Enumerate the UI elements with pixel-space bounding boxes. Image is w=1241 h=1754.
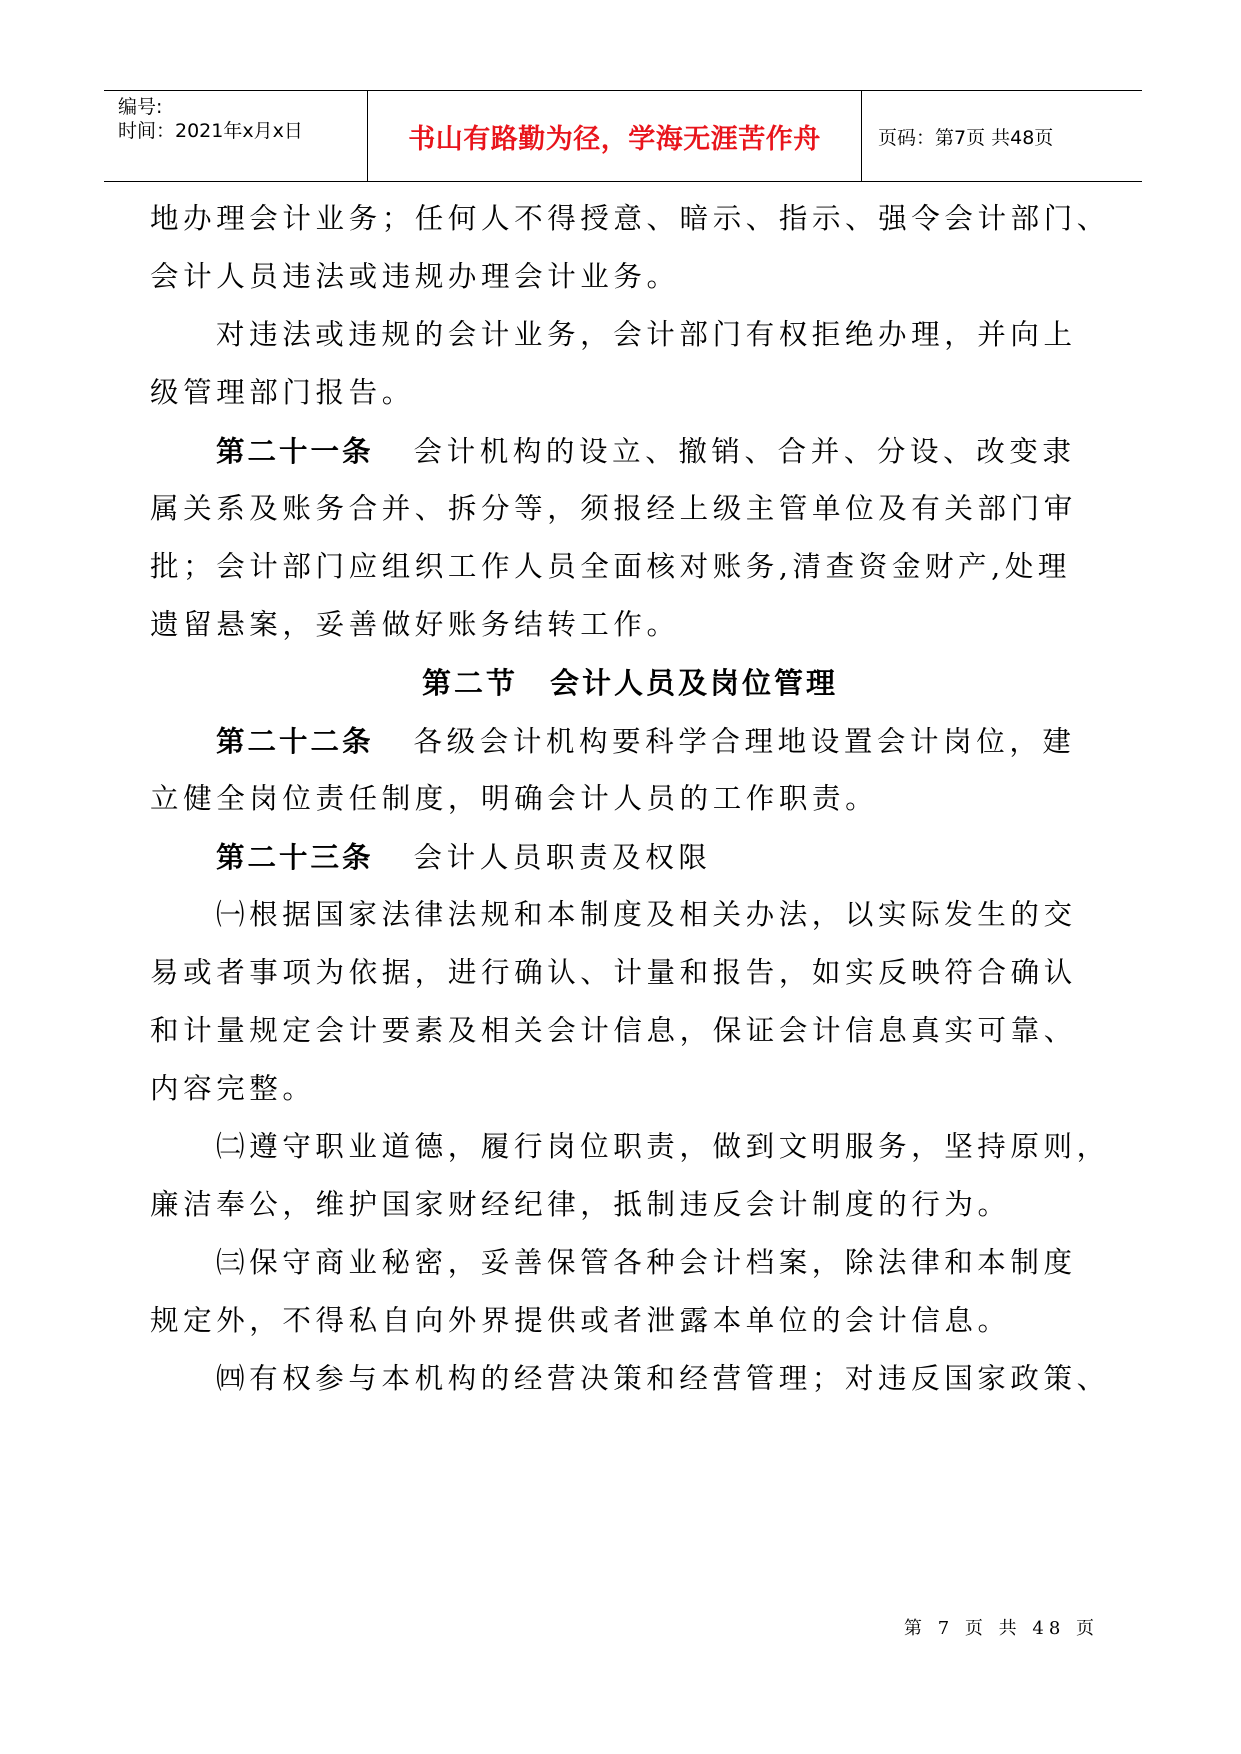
page-header [104,90,1142,182]
section-title: 第二节 会计人员及岗位管理 [421,666,838,700]
body-line: ㈡遵守职业道德，履行岗位职责，做到文明服务，坚持原则， [216,1130,1110,1163]
body-line: 遗留悬案，妥善做好账务结转工作。 [150,608,680,641]
article-21-paragraph [216,431,1110,472]
body-line: 地办理会计业务；任何人不得授意、暗示、指示、强令会计部门、 [150,202,1110,235]
header-page-cell [862,91,1142,181]
body-line: 和计量规定会计要素及相关会计信息，保证会计信息真实可靠、 [150,1014,1077,1047]
body-line: 规定外，不得私自向外界提供或者泄露本单位的会计信息。 [150,1304,1011,1337]
article-22-heading: 第二十二条 [216,724,374,758]
article-22-paragraph [216,721,1110,762]
document-time-label: 时间：2021年x月x日 [118,120,303,142]
body-line: 各级会计机构要科学合理地设置会计岗位，建 [413,725,1076,758]
body-line: 会计机构的设立、撤销、合并、分设、改变隶 [413,435,1076,468]
body-line: 会计人员违法或违规办理会计业务。 [150,260,680,293]
article-23-paragraph [216,837,1110,878]
body-line: 廉洁奉公，维护国家财经纪律，抵制违反会计制度的行为。 [150,1188,1011,1221]
body-line: 立健全岗位责任制度，明确会计人员的工作职责。 [150,782,879,815]
document-number-label: 编号: [118,96,163,118]
header-meta-cell [104,91,368,181]
body-line: 级管理部门报告。 [150,376,415,409]
body-line: 会计人员职责及权限 [413,841,712,874]
body-line: ㈢保守商业秘密，妥善保管各种会计档案，除法律和本制度 [216,1246,1077,1279]
article-21-heading: 第二十一条 [216,434,374,468]
header-page-code: 页码：第7页 共48页 [878,126,1054,149]
body-line: 内容完整。 [150,1072,316,1105]
body-line: ㈣有权参与本机构的经营决策和经营管理；对违反国家政策、 [216,1362,1110,1395]
header-motto-cell [368,91,862,181]
article-23-heading: 第二十三条 [216,840,374,874]
page-footer: 第 7 页 共 48 页 [904,1618,1099,1639]
header-motto: 书山有路勤为径，学海无涯苦作舟 [408,123,821,155]
body-line: 批；会计部门应组织工作人员全面核对账务,清查资金财产,处理 [150,550,1072,583]
body-line: 易或者事项为依据，进行确认、计量和报告，如实反映符合确认 [150,956,1077,989]
body-line: 属关系及账务合并、拆分等，须报经上级主管单位及有关部门审 [150,492,1077,525]
body-line: 对违法或违规的会计业务，会计部门有权拒绝办理，并向上 [216,318,1077,351]
body-line: ㈠根据国家法律法规和本制度及相关办法，以实际发生的交 [216,898,1077,931]
